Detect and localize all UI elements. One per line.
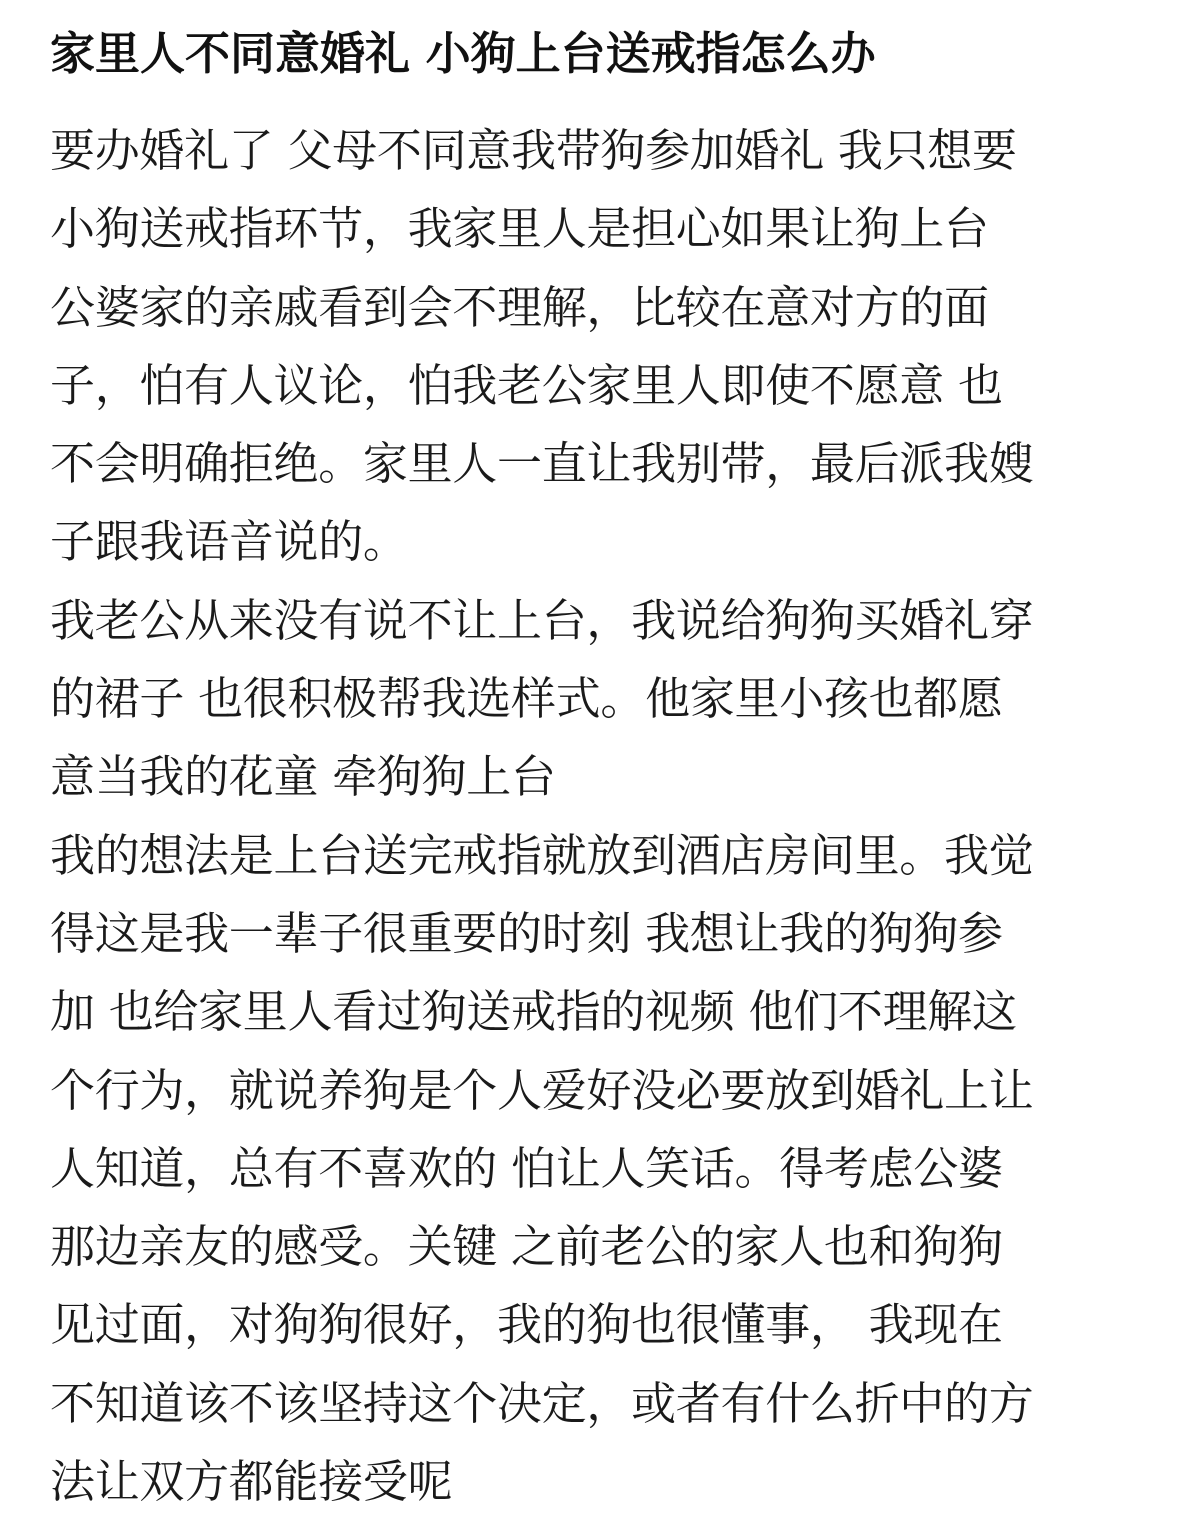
body-line: 人知道，总有不喜欢的 怕让人笑话。得考虑公婆 [50, 1141, 1003, 1195]
body-line: 公婆家的亲戚看到会不理解，比较在意对方的面 [50, 280, 989, 334]
body-line: 法让双方都能接受呢 [50, 1455, 453, 1509]
body-line: 的裙子 也很积极帮我选样式。他家里小孩也都愿 [50, 672, 1003, 726]
body-line: 那边亲友的感受。关键 之前老公的家人也和狗狗 [50, 1220, 1003, 1274]
body-line: 我老公从来没有说不让上台，我说给狗狗买婚礼穿 [50, 593, 1034, 647]
post-body [50, 112, 1139, 1521]
body-line: 不知道该不该坚持这个决定，或者有什么折中的方 [50, 1376, 1034, 1430]
body-line: 见过面，对狗狗很好，我的狗也很懂事， 我现在 [50, 1298, 1003, 1352]
post-title: 家里人不同意婚礼 小狗上台送戒指怎么办 [50, 27, 876, 80]
body-line: 不会明确拒绝。家里人一直让我别带，最后派我嫂 [50, 437, 1034, 491]
body-line: 要办婚礼了 父母不同意我带狗参加婚礼 我只想要 [50, 124, 1017, 177]
body-line: 得这是我一辈子很重要的时刻 我想让我的狗狗参 [50, 906, 1003, 960]
body-line: 加 也给家里人看过狗送戒指的视频 他们不理解这 [50, 985, 1017, 1039]
body-line: 个行为，就说养狗是个人爱好没必要放到婚礼上让 [50, 1063, 1034, 1117]
body-line: 小狗送戒指环节，我家里人是担心如果让狗上台 [50, 202, 989, 256]
body-line: 子跟我语音说的。 [50, 515, 408, 569]
body-line: 我的想法是上台送完戒指就放到酒店房间里。我觉 [50, 828, 1034, 882]
body-line: 子，怕有人议论，怕我老公家里人即使不愿意 也 [50, 358, 1003, 412]
body-line: 意当我的花童 牵狗狗上台 [50, 750, 556, 804]
